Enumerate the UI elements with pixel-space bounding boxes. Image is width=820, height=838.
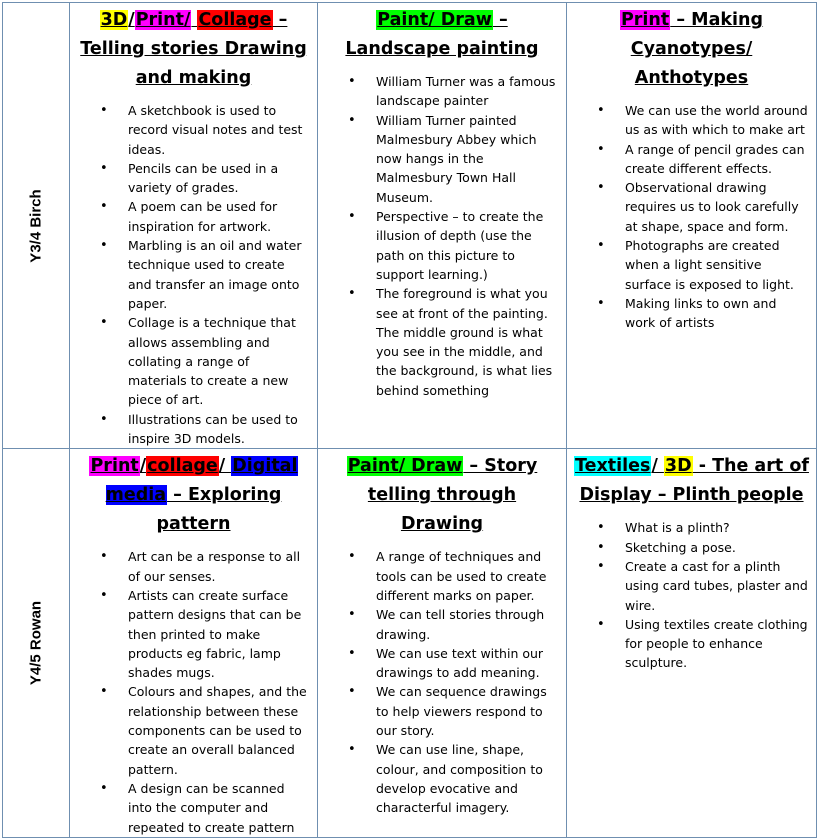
list-item: • Observational drawing requires us to look carefully at shape, space and form. <box>625 178 810 236</box>
topic-cell <box>70 449 318 837</box>
list-item: • Illustrations can be used to inspire 3D models. <box>128 410 311 449</box>
list-item: • We can use the world around us as with which to make art <box>625 101 810 140</box>
title-part: / <box>139 456 147 477</box>
title-part: – Making Cyanotypes/ Anthotypes <box>630 10 764 88</box>
list-item: • Making links to own and work of artists <box>625 294 810 333</box>
list-item: • Pencils can be used in a variety of grades. <box>128 159 311 198</box>
topic-title <box>573 452 810 510</box>
title-part: Digital media <box>105 456 298 506</box>
bullet-list <box>567 101 816 333</box>
title-part: - The art of Display – Plinth people <box>579 456 809 506</box>
table-row <box>3 449 817 837</box>
topic-cell <box>70 3 318 449</box>
topic-title <box>76 452 311 539</box>
list-item: • Art can be a response to all of our senses. <box>128 547 311 586</box>
list-item: • William Turner was a famous landscape painter <box>376 72 560 111</box>
topic-title <box>324 6 560 64</box>
list-item: • The foreground is what you see at front of the painting. The middle ground is what you see in the middle, and the background, is what lies behind something <box>376 284 560 400</box>
bullet-list <box>318 72 566 400</box>
title-part: / <box>128 10 135 30</box>
title-part: Paint/ Draw <box>377 10 492 30</box>
list-item: • Marbling is an oil and water technique used to create and transfer an image onto paper. <box>128 236 311 313</box>
list-item: • We can sequence drawings to help viewers respond to our story. <box>376 682 560 740</box>
title-part: / <box>651 456 664 477</box>
list-item: • Collage is a technique that allows assembling and collating a range of materials to create a new piece of art. <box>128 313 311 409</box>
list-item: • We can use line, shape, colour, and composition to develop evocative and characterful imagery. <box>376 740 560 817</box>
list-item: • William Turner painted Malmesbury Abbey which now hangs in the Malmesbury Town Hall Museum. <box>376 111 560 207</box>
list-item: • Perspective – to create the illusion of depth (use the path on this picture to support learning.) <box>376 207 560 284</box>
list-item: • What is a plinth? <box>625 518 810 537</box>
list-item: • Artists can create surface pattern designs that can be then printed to make products eg fabric, lamp shades mugs. <box>128 586 311 682</box>
title-part: / <box>218 456 232 477</box>
title-part: Textiles <box>575 456 651 477</box>
title-part: – Exploring pattern <box>156 485 282 535</box>
title-part: – Telling stories Drawing and making <box>80 10 307 88</box>
title-part: Collage <box>198 10 272 30</box>
topic-cell <box>318 449 567 837</box>
bullet-list <box>318 547 566 817</box>
list-item: • We can use text within our drawings to add meaning. <box>376 644 560 683</box>
title-part: – Story telling through Drawing <box>367 456 538 535</box>
list-item: • A poem can be used for inspiration for artwork. <box>128 197 311 236</box>
topic-cell <box>567 3 817 449</box>
bullet-list <box>70 547 317 836</box>
row-header <box>3 449 70 837</box>
topic-title <box>76 6 311 93</box>
title-part: 3D <box>100 10 128 30</box>
bullet-list <box>567 518 816 672</box>
title-part: 3D <box>664 456 692 477</box>
title-part: Print <box>620 10 670 30</box>
list-item: • Photographs are created when a light sensitive surface is exposed to light. <box>625 236 810 294</box>
row-header <box>3 3 70 449</box>
topic-cell <box>318 3 567 449</box>
list-item: • Sketching a pose. <box>625 538 810 557</box>
table-row <box>3 3 817 449</box>
row-label: Y3/4 Birch <box>27 188 45 263</box>
curriculum-table <box>2 2 817 838</box>
topic-title <box>324 452 560 539</box>
list-item: • A range of techniques and tools can be used to create different marks on paper. <box>376 547 560 605</box>
bullet-list <box>70 101 317 448</box>
list-item: • Create a cast for a plinth using card tubes, plaster and wire. <box>625 557 810 615</box>
topic-cell <box>567 449 817 837</box>
title-part: Print <box>90 456 139 477</box>
row-label: Y4/5 Rowan <box>27 600 45 686</box>
list-item: • We can tell stories through drawing. <box>376 605 560 644</box>
title-part: – Landscape painting <box>345 10 539 59</box>
title-part: Paint/ Draw <box>347 456 463 477</box>
title-part: Print/ <box>135 10 191 30</box>
title-part: collage <box>147 456 218 477</box>
list-item: • A design can be scanned into the computer and repeated to create pattern <box>128 779 311 837</box>
list-item: • A sketchbook is used to record visual notes and test ideas. <box>128 101 311 159</box>
topic-title <box>573 6 810 93</box>
list-item: • Using textiles create clothing for people to enhance sculpture. <box>625 615 810 673</box>
list-item: • A range of pencil grades can create different effects. <box>625 140 810 179</box>
list-item: • Colours and shapes, and the relationship between these components can be used to create an overall balanced pattern. <box>128 682 311 778</box>
